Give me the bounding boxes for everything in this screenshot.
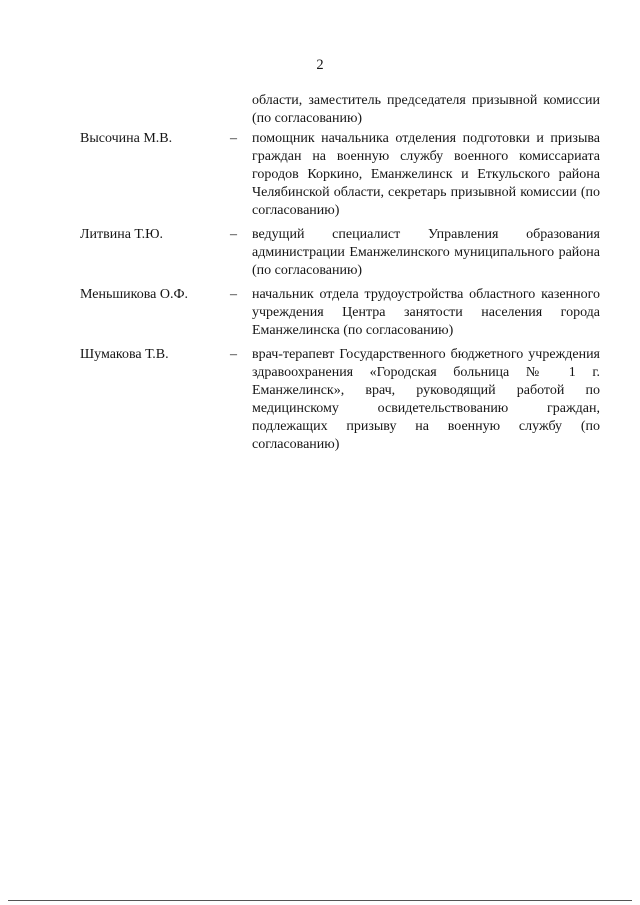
member-row-litvina — [80, 226, 600, 280]
member-name: Меньшикова О.Ф. — [80, 287, 189, 302]
member-dash: – — [230, 287, 237, 302]
member-name: Высочина М.В. — [80, 131, 173, 146]
member-row-shumakova — [80, 346, 600, 454]
continuation-row — [80, 92, 600, 128]
member-row-menshikova — [80, 286, 600, 340]
member-description: ведущий специалист Управления образования администрации Еманжелинского муниципального района (по согласованию) — [252, 227, 600, 278]
continuation-description: области, заместитель председателя призывной комиссии (по согласованию) — [252, 93, 600, 126]
member-dash: – — [230, 131, 237, 146]
member-dash: – — [230, 227, 237, 242]
member-dash: – — [230, 347, 237, 362]
page-number: 2 — [316, 57, 324, 73]
member-description: начальник отдела трудоустройства областного казенного учреждения Центра занятости населения города Еманжелинска (по согласованию) — [252, 287, 600, 338]
member-name: Литвина Т.Ю. — [80, 227, 163, 242]
members-list — [80, 92, 600, 454]
member-row-vysochina — [80, 130, 600, 220]
member-name: Шумакова Т.В. — [80, 347, 169, 362]
member-description: врач-терапевт Государственного бюджетного учреждения здравоохранения «Городская больница № 1 г. Еманжелинск», врач, руководящий работой по медицинскому освидетельствованию граждан, подлежащих призыву на военную службу (по согласованию) — [252, 347, 600, 452]
member-description: помощник начальника отделения подготовки и призыва граждан на военную службу военного комиссариата городов Коркино, Еманжелинск и Еткульского района Челябинской области, секретарь призывной комиссии (по согласованию) — [252, 131, 600, 218]
bottom-rule — [8, 900, 632, 901]
